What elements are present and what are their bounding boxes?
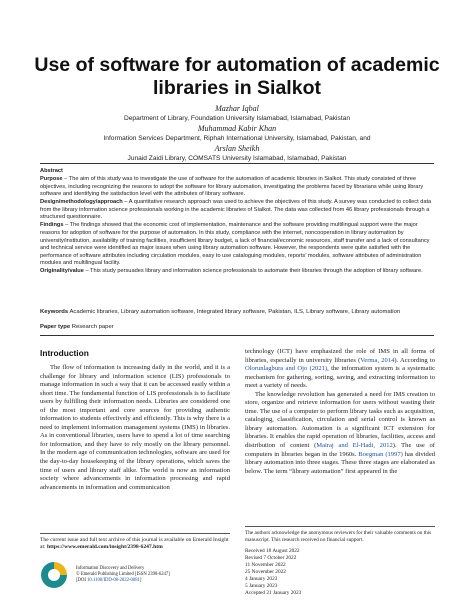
acknowledgement-text: The authors acknowledge the anonymous reviewers for their valuable comments on this manuscript. This research received no financial support.	[245, 530, 432, 543]
paper-type-label: Paper type	[40, 324, 71, 330]
date-line: 4 January 2023	[245, 576, 278, 582]
intro-paragraph: The flow of information is increasing daily in the world, and it is a challenge for library and information science (LIS) professionals to manage information in such a way that it can be accessed easily within a short time. The fundamental function of LIS professionals is to facilitate users by fulfilling their information needs. Libraries are considered one of the most important and core sources for providing authentic information to students effectively and efficiently. This is why there is a need to implement information management systems (IMS) in libraries. As in conventional libraries, users have to spend a lot of time searching for information, and they have to rely mostly on the library personnel. In the modern age of communication technologies, software are used for the day-to-day housekeeping of the library operations, which saves the time of users and library staff alike. The world is now an information society where advancements in information processing and rapid advancements in information and communication	[40, 364, 230, 491]
author-affiliation: Department of Library, Foundation University Islamabad, Islamabad, Pakistan	[123, 115, 350, 122]
keywords-label: Keywords	[40, 309, 69, 315]
author-name: Arslan Sheikh	[214, 144, 260, 153]
date-line: 5 January 2023	[245, 583, 278, 589]
purpose-text: – The aim of this study was to investigate the use of software for the automation of academic libraries in Sialkot. This study consisted of three objectives, including recognizing the reasons to adopt the software for library automation, investigating the problems faced by librarians while using library software and identifying the satisfaction level with the attributes of library software.	[40, 175, 424, 198]
introduction-heading: Introduction	[40, 348, 89, 358]
doi-link[interactable]: 10.1108/IDD-08-2022-0081	[87, 578, 140, 584]
left-footnote-rule	[40, 533, 230, 534]
manuscript-dates	[245, 548, 435, 597]
keywords	[40, 308, 434, 316]
acknowledgement-footnote	[245, 530, 435, 597]
archive-url[interactable]: https://www.emerald.com/insight/2398-6247.htm	[47, 544, 163, 551]
design-label: Design/methodology/approach	[40, 199, 123, 206]
citation-link[interactable]: Verma, 2014	[360, 356, 395, 364]
right-footnote-rule	[245, 526, 435, 527]
right-column	[245, 348, 435, 476]
date-line: 25 November 2022	[245, 569, 286, 575]
author-affiliation: Junaid Zaidi Library, COMSATS University Islamabad, Islamabad, Pakistan	[127, 155, 347, 162]
date-line: Received 18 August 2022	[245, 548, 300, 554]
paper-type	[40, 323, 434, 331]
intro-paragraph-2: The knowledge revolution has generated a need for IMS creation to store, organize and retrieve information for users without wasting their time. The use of a computer to perform library tasks such as acquisition, cataloging, classification, circulation and serial control is known as library automation. Automation is a significant ICT extension for libraries. It enables the rapid operation of libraries, facilities, access and distribution of content (Mairaj and El-Hadi, 2012). The use of computers in libraries began in the 1960s. Boegman (1997) has divided library automation into three stages. These three stages are elaborated as below. The term “library automation” first appeared in the	[245, 390, 435, 475]
author-name: Mazhar Iqbal	[215, 104, 259, 113]
archive-footnote: The current issue and full text archive of this journal is available on Emerald Insight at: https://www.emerald.com/insight/2398-6247.htm	[40, 537, 229, 551]
copyright-line: © Emerald Publishing Limited [ISSN 2398-6247]	[76, 572, 170, 578]
publisher-info	[76, 566, 170, 585]
author-affiliation: Information Services Department, Riphah International University, Islamabad, Pakistan, and	[103, 135, 371, 142]
left-column	[40, 348, 230, 492]
paper-title: Use of software for automation of academic libraries in Sialkot	[34, 54, 440, 99]
author-name: Muhammad Kabir Khan	[197, 124, 277, 133]
abstract-heading: Abstract	[40, 168, 63, 174]
date-line: 11 November 2022	[245, 562, 286, 568]
citation-link[interactable]: Boegman (1997)	[358, 450, 403, 458]
paper-type-text: Research paper	[71, 324, 114, 330]
emerald-logo-icon	[40, 560, 68, 590]
originality-text: – This study persuades library and information science professionals to automate their libraries through the adoption of library software.	[83, 268, 423, 275]
design-text: – A quantitative research approach was used to achieve the objectives of this study. A survey was conducted to collect data from the library information science professionals working in the academic libraries of Sialkot. The data was collected from 46 library professionals through a structured questionnaire.	[40, 199, 432, 221]
keywords-text: Academic libraries, Library automation software, Integrated library software, Pakistan, ILS, Library software, Library automation	[69, 309, 401, 315]
citation-link[interactable]: Olorunlagbura and Ojo (2021)	[245, 365, 328, 373]
abstract-top-rule	[40, 163, 434, 164]
findings-label: Findings	[40, 222, 64, 229]
abstract-bottom-rule	[40, 335, 434, 336]
abstract	[40, 168, 434, 276]
date-line: Accepted 21 January 2023	[245, 590, 302, 596]
citation-link[interactable]: Mairaj and El-Hadi, 2012	[316, 442, 393, 450]
purpose-label: Purpose	[40, 175, 63, 182]
date-line: Revised 7 October 2022	[245, 555, 297, 561]
doi-line: [DOI 10.1108/IDD-08-2022-0081]	[76, 578, 142, 584]
intro-paragraph-continued: technology (ICT) have emphasized the role of IMS in all forms of libraries, especially in university libraries (Verma, 2014). According to Olorunlagbura and Ojo (2021), the information system is a systematic mechanism for gathering, sorting, saving, and extracting information to meet a variety of needs.	[245, 348, 435, 390]
originality-label: Originality/value	[40, 268, 84, 275]
findings-text: – The findings showed that the economic cost of implementation, maintenance and the software providing multilingual support were the major reasons for adoption of software for the purpose of automation. In this study, compliance with the internet, noncooperation in library automation by university/institution, availability of training facilities, insufficient library budget, a lack of financial/economic resources, staff transfer and a lack of consultancy and technical service were identified as major issues when using library automation software. However, the respondents were quite satisfied with the performance of software attributes including circulation modules, easy to use cataloguing modules, reports’ modules, software attributes of administration modules and multilingual facility.	[40, 222, 430, 267]
author-block	[0, 104, 474, 163]
journal-name: Information Discovery and Delivery	[76, 566, 145, 571]
